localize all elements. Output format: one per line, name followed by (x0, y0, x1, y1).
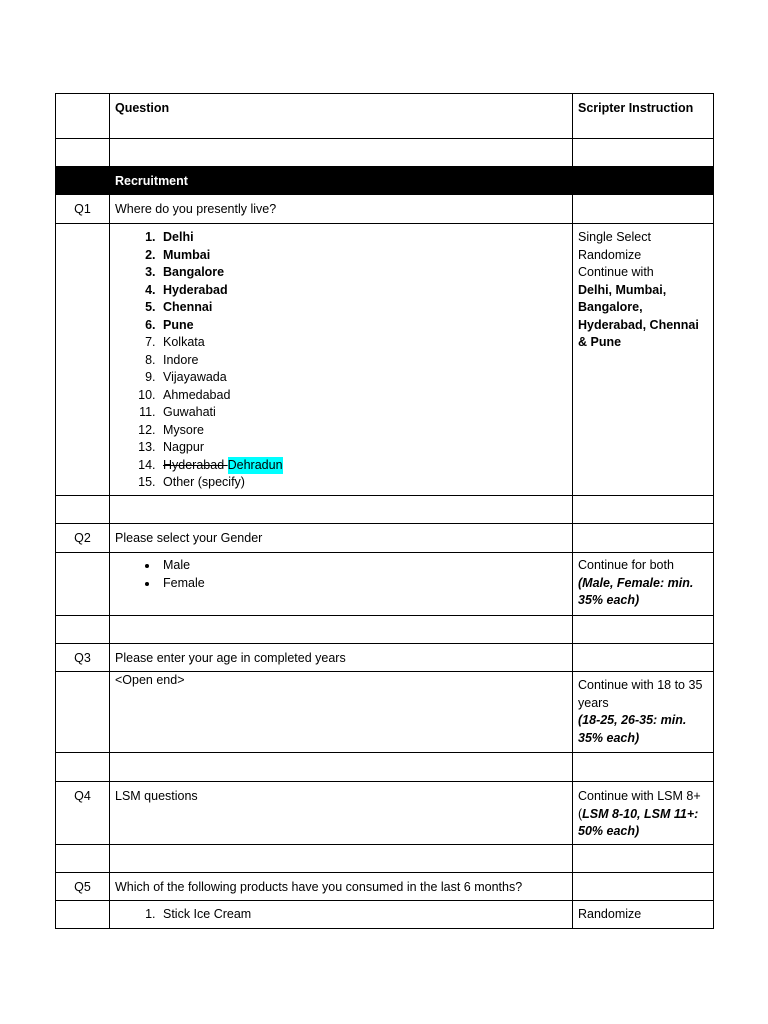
q1-options-row (56, 224, 714, 496)
option-item: 2. Mumbai (159, 247, 567, 265)
q5-row (56, 873, 714, 901)
q4-instructions: Continue with LSM 8+ (LSM 8-10, LSM 11+: 50% each) (573, 782, 714, 845)
option-item: 11. Guwahati (159, 404, 567, 422)
spacer-row (56, 753, 714, 782)
q2-number: Q2 (56, 524, 110, 553)
option-item: 10. Ahmedabad (159, 387, 567, 405)
q3-text: Please enter your age in completed years (110, 644, 573, 672)
option-item: 15. Other (specify) (159, 474, 567, 492)
q5-number: Q5 (56, 873, 110, 901)
option-item: 3. Bangalore (159, 264, 567, 282)
q5-options-row (56, 901, 714, 929)
spacer-row (56, 616, 714, 644)
section-row (56, 167, 714, 195)
option-item: 13. Nagpur (159, 439, 567, 457)
header-row (56, 94, 714, 139)
spacer-row (56, 845, 714, 873)
struck-text: Hyderabad (163, 457, 228, 472)
option-item-edited (159, 457, 567, 475)
q3-answer: <Open end> (110, 672, 573, 753)
q1-number: Q1 (56, 195, 110, 224)
q3-number: Q3 (56, 644, 110, 672)
option-item: 1. Delhi (159, 229, 567, 247)
option-item: • Female (159, 575, 567, 593)
q3-answer-row (56, 672, 714, 753)
q4-row (56, 782, 714, 845)
option-item: 5. Chennai (159, 299, 567, 317)
option-item: 8. Indore (159, 352, 567, 370)
option-item: 1. Stick Ice Cream (159, 906, 567, 924)
q1-instructions: Single Select Randomize Continue with Delhi, Mumbai, Bangalore, Hyderabad, Chennai & Pune (573, 224, 714, 496)
option-item: 9. Vijayawada (159, 369, 567, 387)
qno-header-cell (56, 94, 110, 139)
q2-text: Please select your Gender (110, 524, 573, 553)
q4-number: Q4 (56, 782, 110, 845)
q4-text: LSM questions (110, 782, 573, 845)
option-item: 6. Pune (159, 317, 567, 335)
option-item: • Male (159, 557, 567, 575)
question-header: Question (110, 94, 573, 139)
q1-row (56, 195, 714, 224)
section-title: Recruitment (110, 167, 573, 195)
q2-row (56, 524, 714, 553)
q2-options-row (56, 553, 714, 616)
q5-options (115, 906, 567, 924)
q5-text: Which of the following products have you consumed in the last 6 months? (110, 873, 573, 901)
instruction-header: Scripter Instruction (573, 94, 714, 139)
q3-row (56, 644, 714, 672)
q3-instructions: Continue with 18 to 35 years (18-25, 26-35: min. 35% each) (573, 672, 714, 753)
inserted-text: Dehradun (228, 457, 283, 475)
q2-options (115, 557, 567, 592)
spacer-row (56, 139, 714, 167)
option-item: 12. Mysore (159, 422, 567, 440)
option-item: 7. Kolkata (159, 334, 567, 352)
q2-instructions: Continue for both (Male, Female: min. 35% each) (573, 553, 714, 616)
option-item: 4. Hyderabad (159, 282, 567, 300)
screener-table (55, 93, 714, 929)
q1-text: Where do you presently live? (110, 195, 573, 224)
q5-instructions: Randomize (573, 901, 714, 929)
q1-options (115, 229, 567, 492)
spacer-row (56, 496, 714, 524)
